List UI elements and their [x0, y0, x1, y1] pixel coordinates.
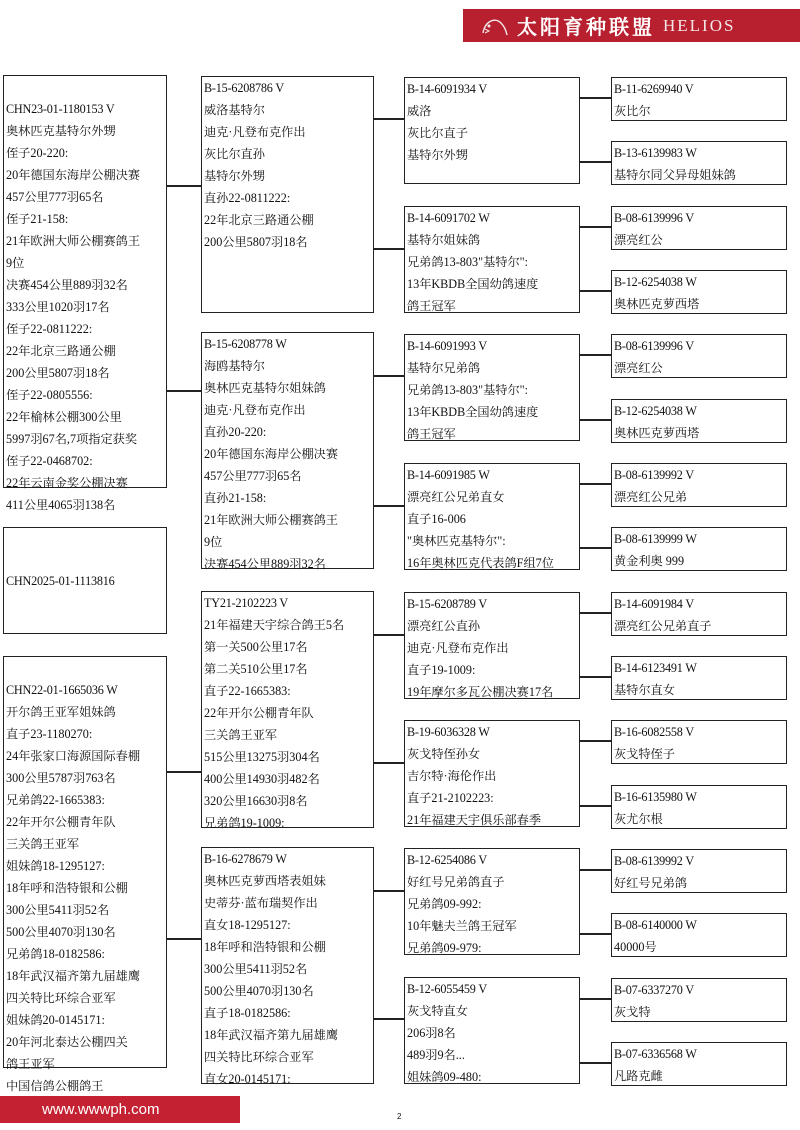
connector — [580, 998, 611, 1000]
ring-number: B-15-6208778 W — [204, 337, 287, 351]
ancestor-box — [611, 849, 787, 893]
pedigree-line: 直女20-0145171: — [204, 1072, 291, 1086]
pedigree-line: 威洛 — [407, 104, 432, 118]
ancestor-box — [611, 913, 787, 957]
pedigree-line: 22年开尔公棚青年队 — [6, 815, 116, 829]
website-link[interactable]: www.wwwph.com — [42, 1101, 160, 1118]
pedigree-line: 411公里4065羽138名 — [6, 498, 116, 512]
ring-number: CHN23-01-1180153 V — [6, 102, 115, 116]
pedigree-line: 22年北京三路通公棚 — [204, 213, 314, 227]
pedigree-line: 9位 — [6, 256, 25, 270]
connector — [580, 161, 611, 163]
pedigree-line: 40000号 — [614, 940, 657, 954]
ring-number: B-14-6091934 V — [407, 82, 487, 96]
connector — [580, 419, 611, 421]
ring-number: B-12-6055459 V — [407, 982, 487, 996]
ring-number: B-16-6082558 V — [614, 725, 694, 739]
pedigree-line: 海鸥基特尔 — [204, 359, 265, 373]
pedigree-line: 奥林匹克萝西塔 — [614, 426, 700, 440]
pedigree-line: 侄子22-0805556: — [6, 388, 93, 402]
ring-number: TY21-2102223 V — [204, 596, 288, 610]
ring-number: B-15-6208789 V — [407, 597, 487, 611]
connector — [580, 869, 611, 871]
pedigree-line: 漂亮红公 — [614, 361, 663, 375]
pedigree-line: 18年武汉福齐第九届雄鹰 — [6, 969, 141, 983]
connector — [374, 505, 404, 507]
pedigree-line: 决赛454公里889羽32名 — [204, 557, 326, 571]
pedigree-line: 四关特比环综合亚军 — [204, 1050, 314, 1064]
pedigree-line: 史蒂芬·蓝布瑞契作出 — [204, 896, 318, 910]
ring-number: CHN22-01-1665036 W — [6, 683, 118, 697]
ring-number: B-19-6036328 W — [407, 725, 490, 739]
grandparent-box — [201, 591, 374, 828]
pedigree-line: 13年KBDB全国幼鸽速度 — [407, 277, 539, 291]
connector — [580, 1062, 611, 1064]
pedigree-line: 好红号兄弟鸽 — [614, 876, 688, 890]
connector — [580, 740, 611, 742]
great-grandparent-box — [404, 206, 580, 313]
ring-number: B-08-6139999 W — [614, 532, 697, 546]
ancestor-box — [611, 270, 787, 314]
pedigree-line: 22年榆林公棚300公里 — [6, 410, 122, 424]
ancestor-box — [611, 592, 787, 636]
connector — [580, 933, 611, 935]
brand-name-cn: 太阳育种联盟 — [517, 15, 655, 39]
pedigree-line: 500公里4070羽130名 — [204, 984, 314, 998]
sire-box — [3, 75, 167, 512]
ring-number: B-08-6139996 V — [614, 211, 694, 225]
pedigree-line: 457公里777羽65名 — [6, 190, 104, 204]
ring-number: B-11-6269940 V — [614, 82, 694, 96]
page-number: 2 — [397, 1112, 402, 1121]
ring-number: B-15-6208786 V — [204, 81, 284, 95]
pedigree-line: 黄金利奥 999 — [614, 554, 685, 568]
pedigree-line: 300公里5411羽52名 — [6, 903, 110, 917]
pedigree-line: 500公里4070羽130名 — [6, 925, 116, 939]
pedigree-line: 基特尔同父异母姐妹鸽 — [614, 168, 736, 182]
ring-number: B-12-6254038 W — [614, 275, 697, 289]
pedigree-line: 侄子22-0468702: — [6, 454, 93, 468]
ring-number: B-14-6091984 V — [614, 597, 694, 611]
grandparent-box — [201, 332, 374, 569]
pedigree-line: 400公里14930羽482名 — [204, 772, 320, 786]
pedigree-line: 鸽王冠军 — [407, 299, 456, 313]
ring-number: B-08-6139992 V — [614, 854, 694, 868]
pedigree-line: 333公里1020羽17名 — [6, 300, 110, 314]
pedigree-line: 奥林匹克萝西塔 — [614, 297, 700, 311]
pedigree-line: 兄弟鸽13-803"基特尔": — [407, 383, 528, 397]
ancestor-box — [611, 399, 787, 443]
pedigree-line: 18年呼和浩特银和公棚 — [6, 881, 128, 895]
footer-bar — [0, 1096, 240, 1123]
ring-number: B-07-6337270 V — [614, 983, 694, 997]
pedigree-line: 300公里5411羽52名 — [204, 962, 308, 976]
pedigree-line: 300公里5787羽763名 — [6, 771, 116, 785]
ancestor-box — [611, 527, 787, 571]
ancestor-box — [611, 334, 787, 378]
pedigree-line: 16年奥林匹克代表鸽F组7位 — [407, 556, 554, 570]
ring-number: B-08-6139996 V — [614, 339, 694, 353]
pedigree-line: 灰戈特 — [614, 1005, 651, 1019]
pedigree-line: 22年云南金奖公棚决赛 — [6, 476, 128, 490]
connector — [167, 390, 201, 392]
pedigree-line: 姐妹鸽18-1295127: — [6, 859, 105, 873]
subject-box — [3, 527, 167, 634]
pedigree-line: 直子16-006 — [407, 512, 466, 526]
great-grandparent-box — [404, 77, 580, 184]
grandparent-box — [201, 847, 374, 1084]
connector — [580, 483, 611, 485]
pedigree-line: 姐妹鸽09-480: — [407, 1070, 482, 1084]
pedigree-line: 好红号兄弟鸽直子 — [407, 875, 505, 889]
connector — [580, 290, 611, 292]
pedigree-line: 19年摩尔多瓦公棚决赛17名 — [407, 685, 554, 699]
ring-number: B-16-6278679 W — [204, 852, 287, 866]
pedigree-line: 兄弟鸽13-803"基特尔": — [407, 255, 528, 269]
great-grandparent-box — [404, 848, 580, 955]
connector — [374, 762, 404, 764]
pedigree-line: 吉尔特·海伦作出 — [407, 769, 497, 783]
pedigree-line: 基特尔直女 — [614, 683, 675, 697]
connector — [580, 226, 611, 228]
pedigree-line: 侄子21-158: — [6, 212, 69, 226]
pedigree-line: 320公里16630羽8名 — [204, 794, 308, 808]
great-grandparent-box — [404, 334, 580, 441]
pedigree-line: 直孙20-220: — [204, 425, 267, 439]
ancestor-box — [611, 141, 787, 185]
ancestor-box — [611, 1042, 787, 1086]
pedigree-line: 直女18-1295127: — [204, 918, 291, 932]
pedigree-line: 直子18-0182586: — [204, 1006, 291, 1020]
ring-number: B-14-6091985 W — [407, 468, 490, 482]
pedigree-line: 200公里5807羽18名 — [204, 235, 308, 249]
pedigree-line: 鸽王冠军 — [407, 427, 456, 441]
pedigree-line: 兄弟鸽09-992: — [407, 897, 482, 911]
grandparent-box — [201, 76, 374, 313]
pedigree-line: 迪克·凡登布克作出 — [204, 125, 306, 139]
pedigree-line: 13年KBDB全国幼鸽速度 — [407, 405, 539, 419]
pedigree-line: 漂亮红公 — [614, 233, 663, 247]
ring-number: B-07-6336568 W — [614, 1047, 697, 1061]
pedigree-line: 10年魅夫兰鸽王冠军 — [407, 919, 517, 933]
pedigree-line: 直孙21-158: — [204, 491, 267, 505]
connector — [374, 890, 404, 892]
ring-number: B-08-6139992 V — [614, 468, 694, 482]
pedigree-line: 姐妹鸽20-0145171: — [6, 1013, 105, 1027]
ring-number: B-14-6091702 W — [407, 211, 490, 225]
connector — [580, 805, 611, 807]
pedigree-line: 基特尔外甥 — [204, 169, 265, 183]
connector — [374, 1018, 404, 1020]
pedigree-line: 三关鸽王亚军 — [204, 728, 278, 742]
ancestor-box — [611, 720, 787, 764]
connector — [167, 938, 201, 940]
ring-number: B-08-6140000 W — [614, 918, 697, 932]
pedigree-line: 兄弟鸽19-1009: — [204, 816, 285, 830]
ancestor-box — [611, 656, 787, 700]
ancestor-box — [611, 77, 787, 121]
pedigree-line: 基特尔兄弟鸽 — [407, 361, 481, 375]
ring-number: B-16-6135980 W — [614, 790, 697, 804]
pedigree-line: 决赛454公里889羽32名 — [6, 278, 128, 292]
connector — [167, 185, 201, 187]
pedigree-line: 漂亮红公直孙 — [407, 619, 481, 633]
pedigree-line: 灰比尔直孙 — [204, 147, 265, 161]
pedigree-line: 灰戈特侄子 — [614, 747, 675, 761]
ancestor-box — [611, 785, 787, 829]
pedigree-line: 奥林匹克萝西塔表姐妹 — [204, 874, 326, 888]
pedigree-line: 漂亮红公兄弟直女 — [407, 490, 505, 504]
pedigree-line: 457公里777羽65名 — [204, 469, 302, 483]
connector — [580, 547, 611, 549]
pedigree-line: 第二关510公里17名 — [204, 662, 308, 676]
pedigree-line: "奥林匹克基特尔": — [407, 534, 506, 548]
connector — [374, 634, 404, 636]
pedigree-line: 21年欧洲大师公棚赛鸽王 — [6, 234, 141, 248]
pedigree-line: 凡路克雌 — [614, 1069, 663, 1083]
pedigree-line: 开尔鸽王亚军姐妹鸽 — [6, 705, 116, 719]
ancestor-box — [611, 463, 787, 507]
ring-number: B-12-6254038 W — [614, 404, 697, 418]
pedigree-line: 18年呼和浩特银和公棚 — [204, 940, 326, 954]
pedigree-line: 21年福建天宇俱乐部春季 — [407, 813, 542, 827]
pedigree-line: 迪克·凡登布克作出 — [407, 641, 509, 655]
connector — [580, 97, 611, 99]
dam-box — [3, 656, 167, 1093]
great-grandparent-box — [404, 977, 580, 1084]
pedigree-line: 奥林匹克基特尔姐妹鸽 — [204, 381, 326, 395]
pedigree-line: 直孙22-0811222: — [204, 191, 291, 205]
pedigree-line: 489羽9名... — [407, 1048, 465, 1062]
connector — [374, 118, 404, 120]
pedigree-line: 漂亮红公兄弟 — [614, 490, 688, 504]
subject-ring: CHN2025-01-1113816 — [6, 573, 115, 588]
connector — [374, 375, 404, 377]
pedigree-line: 206羽8名 — [407, 1026, 456, 1040]
bird-logo-icon — [479, 13, 509, 39]
pedigree-line: 9位 — [204, 535, 223, 549]
pedigree-line: 18年武汉福齐第九届雄鹰 — [204, 1028, 339, 1042]
pedigree-line: 直子23-1180270: — [6, 727, 93, 741]
pedigree-line: 基特尔外甥 — [407, 148, 468, 162]
great-grandparent-box — [404, 463, 580, 570]
great-grandparent-box — [404, 592, 580, 699]
pedigree-line: 鸽王亚军 — [6, 1057, 55, 1071]
pedigree-line: 直子19-1009: — [407, 663, 476, 677]
pedigree-line: 基特尔姐妹鸽 — [407, 233, 481, 247]
ring-number: B-13-6139983 W — [614, 146, 697, 160]
ring-number: B-12-6254086 V — [407, 853, 487, 867]
pedigree-line: 灰戈特直女 — [407, 1004, 468, 1018]
pedigree-line: 22年北京三路通公棚 — [6, 344, 116, 358]
pedigree-line: 20年河北泰达公棚四关 — [6, 1035, 128, 1049]
pedigree-line: 威洛基特尔 — [204, 103, 265, 117]
pedigree-line: 第一关500公里17名 — [204, 640, 308, 654]
pedigree-line: 200公里5807羽18名 — [6, 366, 110, 380]
pedigree-line: 20年德国东海岸公棚决赛 — [204, 447, 339, 461]
pedigree-line: 灰戈特侄孙女 — [407, 747, 481, 761]
pedigree-line: 侄子20-220: — [6, 146, 69, 160]
pedigree-line: 奥林匹克基特尔外甥 — [6, 124, 116, 138]
connector — [580, 676, 611, 678]
ancestor-box — [611, 206, 787, 250]
ring-number: B-14-6091993 V — [407, 339, 487, 353]
pedigree-line: 中国信鸽公棚鸽王 — [6, 1079, 104, 1093]
pedigree-line: 直子22-1665383: — [204, 684, 291, 698]
pedigree-line: 灰比尔直子 — [407, 126, 468, 140]
connector — [167, 771, 201, 773]
pedigree-line: 21年欧洲大师公棚赛鸽王 — [204, 513, 339, 527]
pedigree-line: 515公里13275羽304名 — [204, 750, 320, 764]
ancestor-box — [611, 978, 787, 1022]
pedigree-line: 漂亮红公兄弟直子 — [614, 619, 712, 633]
pedigree-line: 四关特比环综合亚军 — [6, 991, 116, 1005]
great-grandparent-box — [404, 720, 580, 827]
pedigree-line: 21年福建天宇综合鸽王5名 — [204, 618, 345, 632]
pedigree-line: 22年开尔公棚青年队 — [204, 706, 314, 720]
pedigree-line: 兄弟鸽09-979: — [407, 941, 482, 955]
ring-number: B-14-6123491 W — [614, 661, 697, 675]
brand-name-en: HELIOS — [663, 15, 736, 35]
pedigree-line: 灰尤尔根 — [614, 812, 663, 826]
pedigree-line: 灰比尔 — [614, 104, 651, 118]
pedigree-line: 5997羽67名,7项指定获奖 — [6, 432, 138, 446]
pedigree-line: 三关鸽王亚军 — [6, 837, 80, 851]
pedigree-line: 迪克·凡登布克作出 — [204, 403, 306, 417]
connector — [580, 354, 611, 356]
pedigree-line: 侄子22-0811222: — [6, 322, 93, 336]
pedigree-line: 兄弟鸽18-0182586: — [6, 947, 105, 961]
connector — [374, 248, 404, 250]
pedigree-line: 24年张家口海源国际春棚 — [6, 749, 141, 763]
brand-header — [463, 9, 800, 42]
pedigree-line: 兄弟鸽22-1665383: — [6, 793, 105, 807]
pedigree-line: 20年德国东海岸公棚决赛 — [6, 168, 141, 182]
pedigree-line: 直子21-2102223: — [407, 791, 494, 805]
connector — [580, 612, 611, 614]
